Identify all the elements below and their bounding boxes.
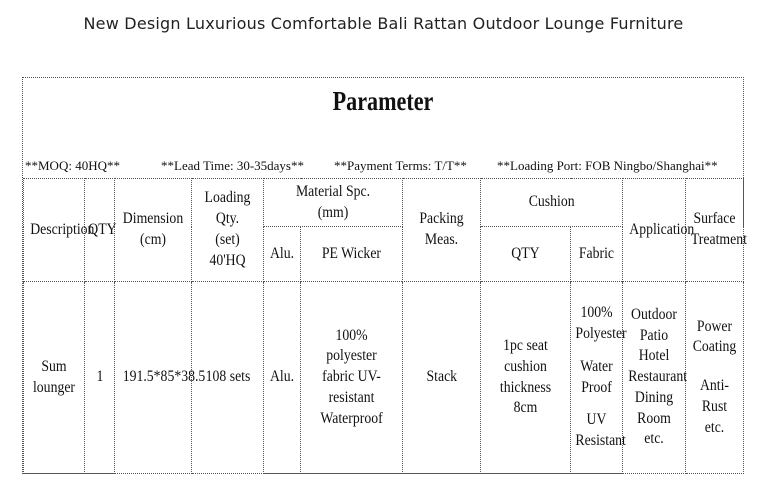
- cell-packing: Stack: [403, 282, 481, 474]
- cell-pe-wicker: 100% polyester fabric UV-resistant Waterproof: [301, 282, 403, 474]
- table-row: [24, 282, 744, 474]
- loading-port-term: **Loading Port: FOB Ningbo/Shanghai**: [497, 158, 718, 173]
- cell-loading-qty: 108 sets: [192, 282, 264, 474]
- parameter-heading: Parameter: [332, 86, 434, 116]
- header-material-pe: PE Wicker: [301, 227, 403, 282]
- cell-dimension: 191.5*85*38.5: [115, 282, 192, 474]
- header-loading-qty: Loading Qty. (set) 40'HQ: [192, 179, 264, 282]
- cell-qty: 1: [85, 282, 115, 474]
- header-dimension: Dimension (cm): [115, 179, 192, 282]
- cell-fabric: 100% Polyester Water Proof UV Resistant: [571, 282, 623, 474]
- header-qty: QTY: [85, 179, 115, 282]
- header-application: Application: [623, 179, 686, 282]
- cell-description: Sum lounger: [24, 282, 85, 474]
- header-material: Material Spc. (mm): [264, 179, 403, 227]
- moq-term: **MOQ: 40HQ**: [25, 158, 120, 173]
- cell-cushion-qty: 1pc seat cushion thickness 8cm: [481, 282, 571, 474]
- cell-alu: Alu.: [264, 282, 301, 474]
- parameter-sheet: [22, 77, 747, 474]
- header-cushion-qty: QTY: [481, 227, 571, 282]
- cell-application: Outdoor Patio Hotel Restaurant Dining Room etc.: [623, 282, 686, 474]
- header-material-alu: Alu.: [264, 227, 301, 282]
- page-title: New Design Luxurious Comfortable Bali Rattan Outdoor Lounge Furniture: [83, 14, 684, 33]
- payment-term: **Payment Terms: T/T**: [334, 158, 467, 173]
- parameter-table: [23, 178, 747, 474]
- header-surface: Surface Treatment: [686, 179, 744, 282]
- cell-surface: Power Coating Anti-Rust etc.: [686, 282, 744, 474]
- header-description: Description: [24, 179, 85, 282]
- header-packing: Packing Meas.: [403, 179, 481, 282]
- lead-time-term: **Lead Time: 30-35days**: [161, 158, 304, 173]
- header-cushion: Cushion: [481, 179, 623, 227]
- table-header-row: [24, 179, 744, 227]
- header-cushion-fabric: Fabric: [571, 227, 623, 282]
